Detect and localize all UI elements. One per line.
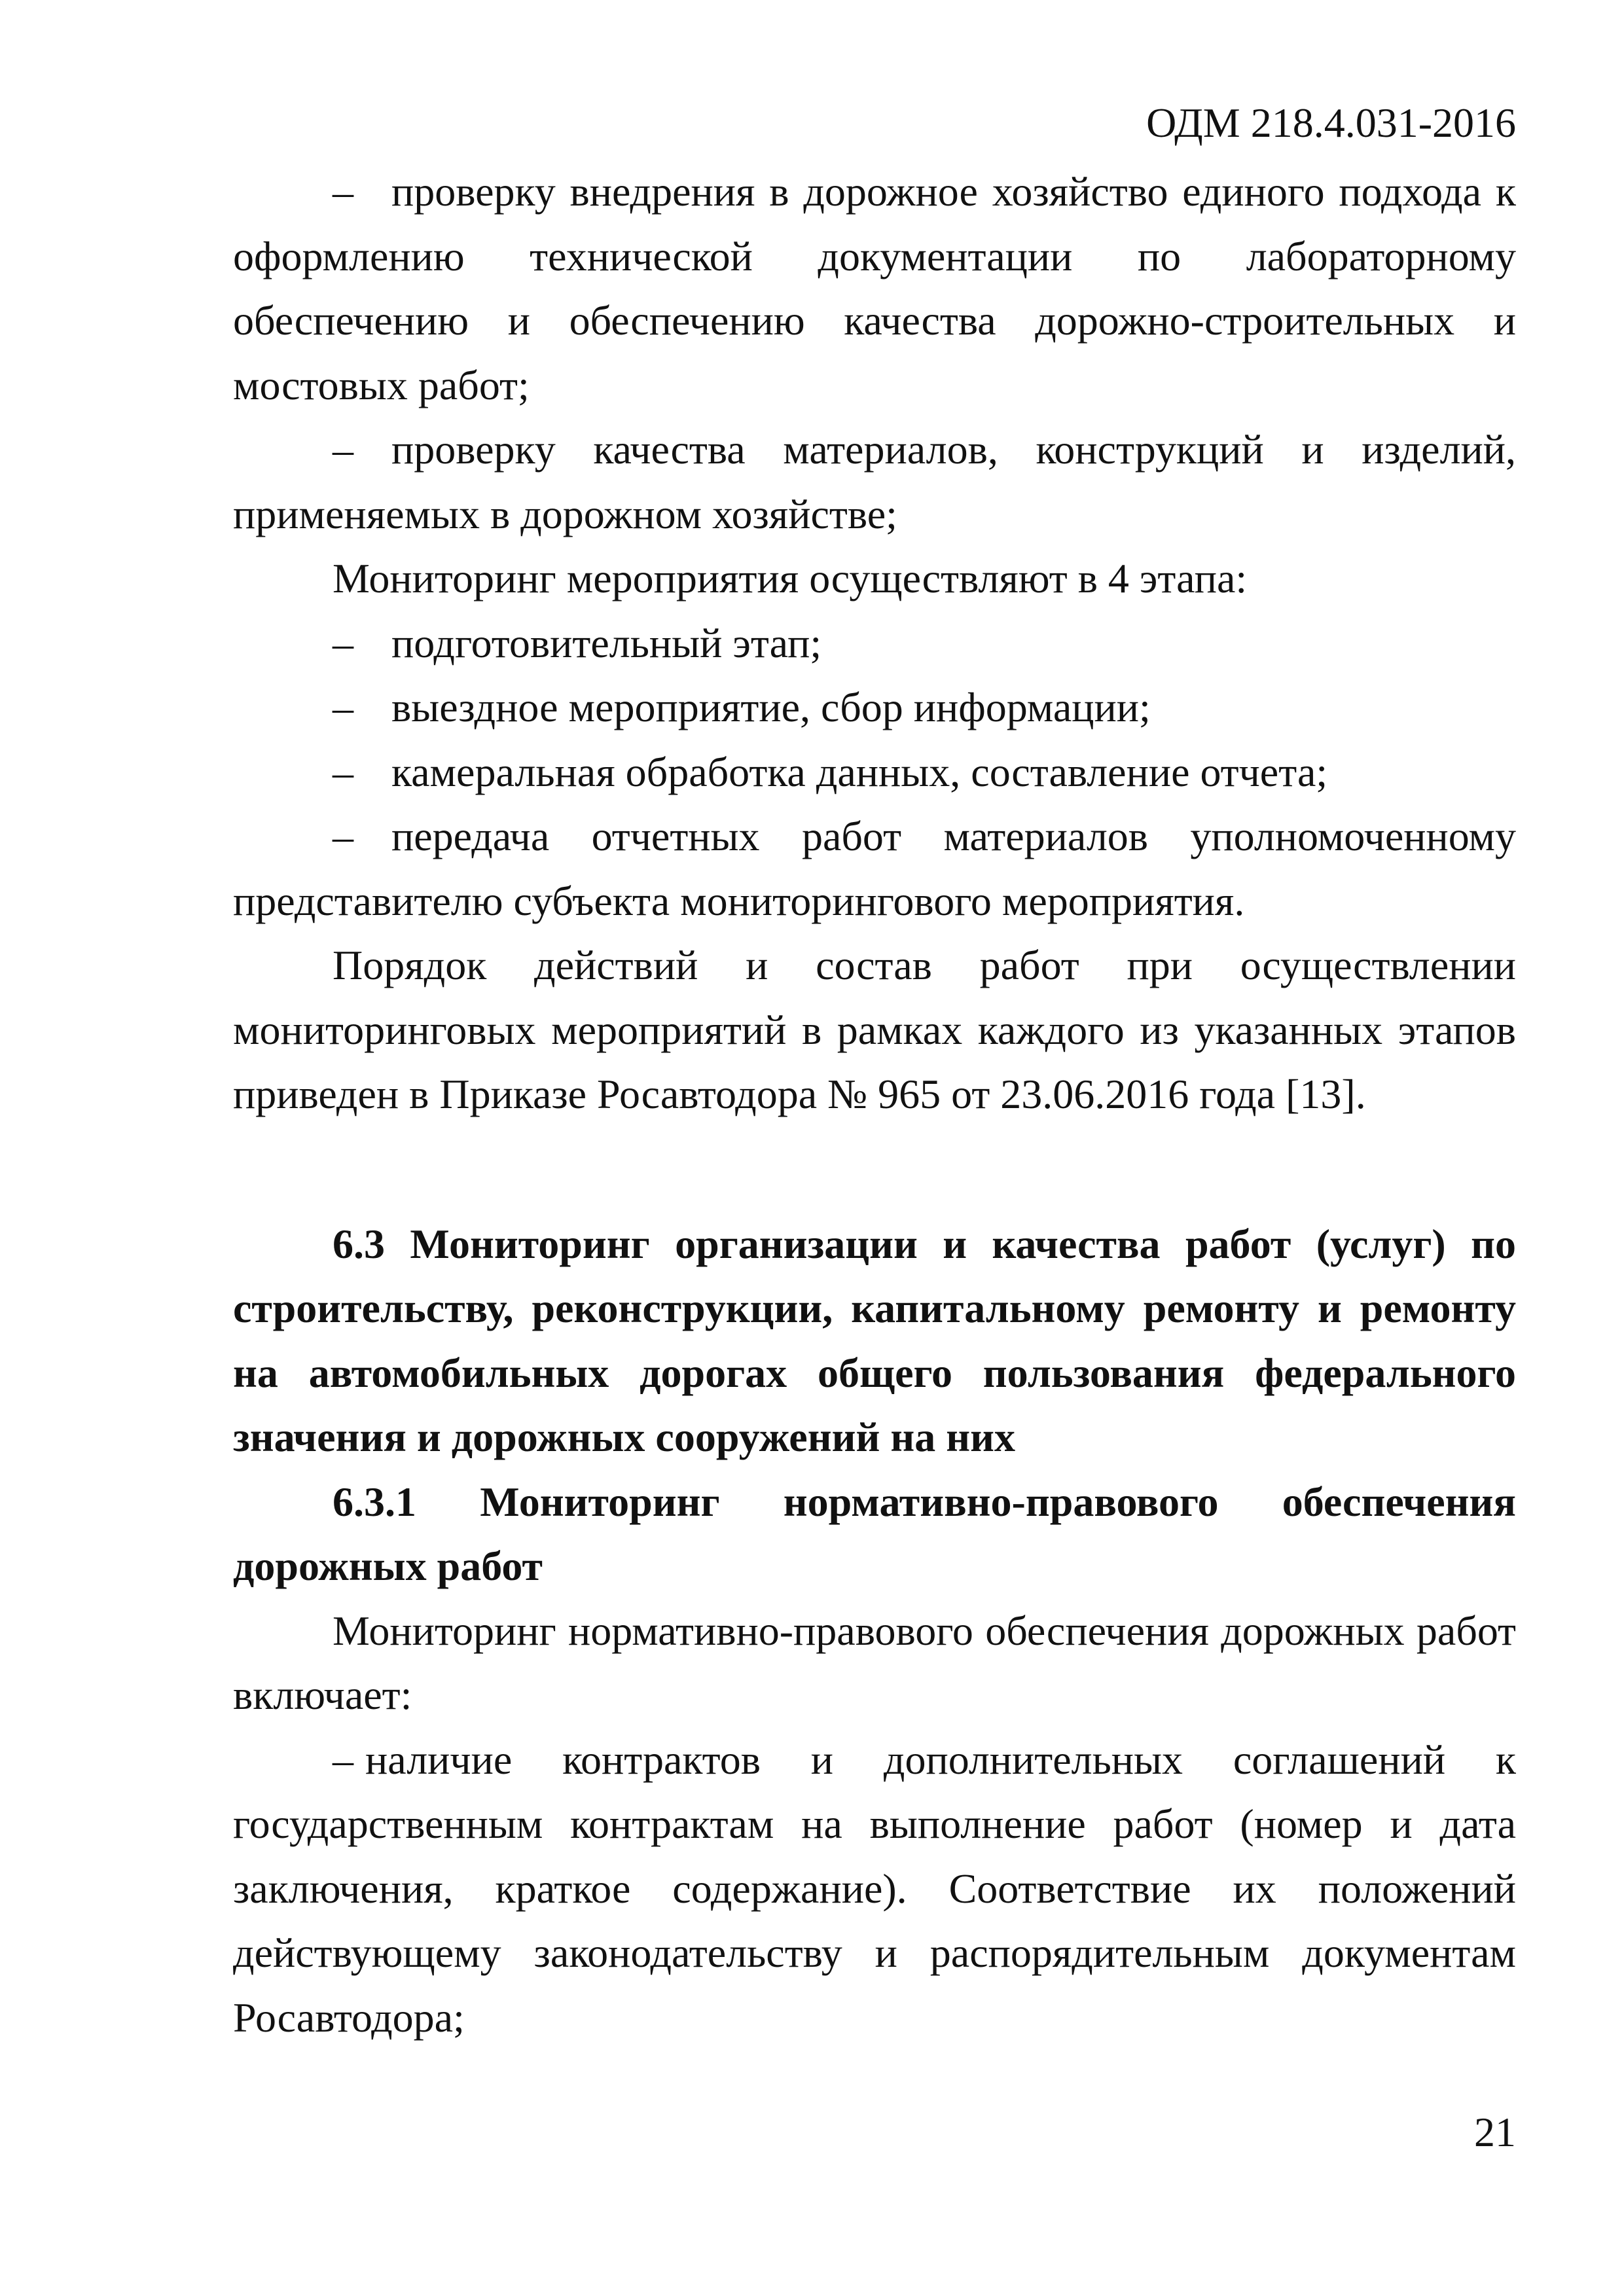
page-number: 21 <box>1474 2109 1516 2155</box>
stages-intro: Мониторинг мероприятия осуществляют в 4 этапа: <box>333 555 1248 601</box>
stage-item <box>233 611 1516 676</box>
stage-text: выездное мероприятие, сбор информации; <box>391 684 1151 730</box>
list-item <box>233 160 1516 418</box>
dash-marker: – <box>333 813 353 859</box>
stage-text: подготовительный этап; <box>391 619 822 666</box>
stage-item <box>233 804 1516 933</box>
dash-marker: – <box>333 619 353 666</box>
dash-marker: – <box>333 426 353 473</box>
dash-marker: – <box>333 168 353 215</box>
list-item <box>233 418 1516 547</box>
document-code: ОДМ 218.4.031-2016 <box>1146 99 1516 146</box>
list-item-text: проверку внедрения в дорожное хозяйство единого подхода к оформлению технической документации по лабораторному обеспечению и обеспечению качества дорожно-строительных и мостовых работ; <box>233 168 1516 408</box>
subsection-intro: Мониторинг нормативно-правового обеспечения дорожных работ включает: <box>233 1607 1516 1718</box>
stage-text: передача отчетных работ материалов уполномоченному представителю субъекта мониторингового мероприятия. <box>233 813 1516 924</box>
subsection-heading: 6.3.1 Мониторинг нормативно-правового обеспечения дорожных работ <box>233 1478 1516 1589</box>
dash-marker: – <box>333 1736 353 1783</box>
stage-item <box>233 675 1516 740</box>
section-heading: 6.3 Мониторинг организации и качества работ (услуг) по строительству, реконструкции, капитальному ремонту и ремонту на автомобильных дорогах общего пользования федерального значения и дорожных сооружений на них <box>233 1220 1516 1460</box>
list-item <box>233 1728 1516 2051</box>
stage-text: камеральная обработка данных, составление отчета; <box>391 748 1328 795</box>
stage-item <box>233 740 1516 805</box>
document-body <box>233 160 1516 2050</box>
dash-marker: – <box>333 684 353 730</box>
procedure-paragraph: Порядок действий и состав работ при осуществлении мониторинговых мероприятий в рамках каждого из указанных этапов приведен в Приказе Росавтодора № 965 от 23.06.2016 года [13]. <box>233 942 1516 1117</box>
list-item-text: проверку качества материалов, конструкций и изделий, применяемых в дорожном хозяйстве; <box>233 426 1516 537</box>
dash-marker: – <box>333 748 353 795</box>
list-item-text: наличие контрактов и дополнительных соглашений к государственным контрактам на выполнение работ (номер и дата заключения, краткое содержание). Соответствие их положений действующему законодательству и распорядительным документам Росавтодора; <box>233 1736 1516 2041</box>
